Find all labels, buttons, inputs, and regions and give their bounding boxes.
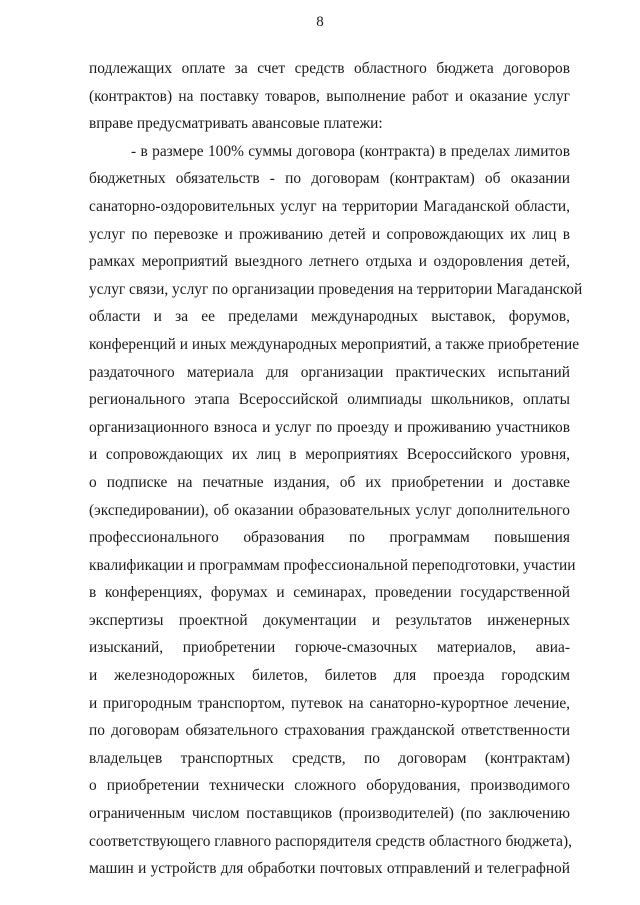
- text-line: о приобретении технически сложного оборудования, производимого: [89, 777, 570, 795]
- text-line: раздаточного материала для организации практических испытаний: [89, 363, 570, 381]
- text-line: машин и устройств для обработки почтовых отправлений и телеграфной: [89, 860, 570, 878]
- text-line: по договорам обязательного страхования гражданской ответственности: [89, 722, 570, 740]
- text-line: регионального этапа Всероссийской олимпиады школьников, оплаты: [89, 391, 570, 409]
- text-line: экспертизы проектной документации и результатов инженерных: [89, 611, 570, 629]
- text-line: области и за ее пределами международных выставок, форумов,: [89, 308, 570, 326]
- text-line: услуг по перевозке и проживанию детей и сопровождающих их лиц в: [89, 225, 570, 243]
- text-line: подлежащих оплате за счет средств областного бюджета договоров: [89, 60, 570, 77]
- text-line: владельцев транспортных средств, по договорам (контрактам): [89, 749, 570, 767]
- text-line: профессионального образования по программам повышения: [89, 529, 570, 547]
- text-line: - в размере 100% суммы договора (контракта) в пределах лимитов: [131, 142, 570, 160]
- text-line: организационного взноса и услуг по проезду и проживанию участников: [89, 418, 570, 436]
- text-line: (экспедировании), об оказании образовательных услуг дополнительного: [89, 501, 570, 519]
- text-line: изысканий, приобретении горюче-смазочных материалов, авиа-: [89, 639, 570, 657]
- text-line: и пригородным транспортом, путевок на санаторно-курортное лечение,: [89, 694, 570, 712]
- text-line: вправе предусматривать авансовые платежи:: [89, 115, 383, 133]
- text-line: санаторно-оздоровительных услуг на территории Магаданской области,: [89, 197, 570, 215]
- document-body: [89, 55, 583, 883]
- text-line: услуг связи, услуг по организации проведения на территории Магаданской: [89, 280, 583, 298]
- text-line: рамках мероприятий выездного летнего отдыха и оздоровления детей,: [89, 253, 570, 271]
- page-number: 8: [316, 14, 324, 30]
- text-line: (контрактов) на поставку товаров, выполнение работ и оказание услуг: [89, 87, 570, 105]
- text-line: о подписке на печатные издания, об их приобретении и доставке: [89, 473, 570, 491]
- text-line: в конференциях, форумах и семинарах, проведении государственной: [89, 584, 570, 602]
- text-line: соответствующего главного распорядителя средств областного бюджета),: [89, 832, 572, 850]
- text-line: бюджетных обязательств - по договорам (контрактам) об оказании: [89, 170, 570, 188]
- text-line: и сопровождающих их лиц в мероприятиях Всероссийского уровня,: [89, 446, 570, 464]
- text-line: квалификации и программам профессиональной переподготовки, участии: [89, 556, 576, 574]
- text-line: и железнодорожных билетов, билетов для проезда городским: [89, 667, 570, 685]
- text-line: ограниченным числом поставщиков (производителей) (по заключению: [89, 805, 570, 823]
- text-line: конференций и иных международных мероприятий, а также приобретение: [89, 335, 580, 353]
